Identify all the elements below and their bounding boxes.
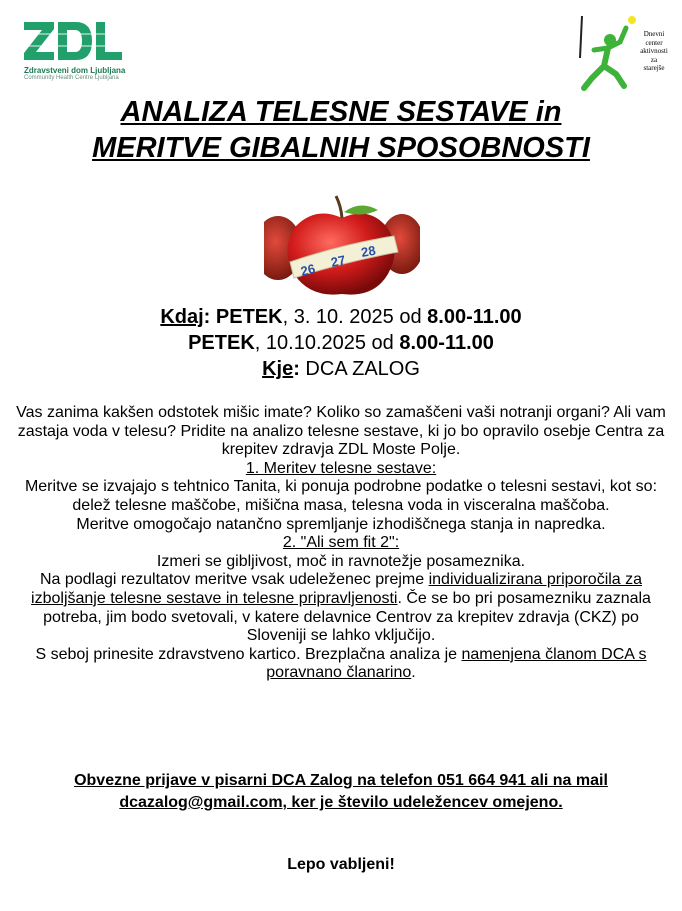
dca-logo bbox=[574, 12, 674, 92]
location-line: Kje: DCA ZALOG bbox=[262, 358, 420, 380]
zdl-logo bbox=[22, 16, 132, 84]
tape-number: 26 bbox=[299, 260, 317, 279]
health-card-note: S seboj prinesite zdravstveno kartico. Brezplačna analiza je namenjena članom DCA s poravnano članarino. bbox=[35, 645, 647, 682]
section2-text: Izmeri se gibljivost, moč in ravnotežje posameznika. bbox=[156, 552, 526, 570]
date-line-1: Kdaj: PETEK, 3. 10. 2025 od 8.00-11.00 bbox=[160, 306, 522, 328]
section1-heading: 1. Meritev telesne sestave: bbox=[245, 459, 437, 477]
tape-number: 27 bbox=[329, 252, 347, 270]
dca-text: Dnevni center aktivnosti za starejše bbox=[640, 30, 668, 72]
body-text bbox=[14, 404, 668, 683]
section1-text: Meritve omogočajo natančno spremljanje izhodiščnega stanja in napredka. bbox=[76, 515, 606, 533]
section2-heading: 2. "Ali sem fit 2": bbox=[282, 534, 400, 552]
signup-notice: Obvezne prijave v pisarni DCA Zalog na telefon 051 664 941 ali na mail dcazalog@gmail.com, ker je število udeležencev omejeno. bbox=[74, 772, 608, 811]
zdl-name: Zdravstveni dom Ljubljana bbox=[24, 66, 126, 75]
page-title: ANALIZA TELESNE SESTAVE in MERITVE GIBALNIH SPOSOBNOSTI bbox=[92, 96, 590, 164]
apple-measuring-tape-icon bbox=[264, 192, 420, 304]
closing-text: Lepo vabljeni! bbox=[287, 856, 395, 873]
active-senior-figure-icon bbox=[574, 12, 636, 92]
intro-paragraph: Vas zanima kakšen odstotek mišic imate? Koliko so zamaščeni vaši notranji organi? Ali vam zastaja voda v telesu? Pridite na analizo telesne sestave, ki jo bo opravilo osebje Centra za krepitev zdravja ZDL Moste Polje. bbox=[16, 404, 666, 459]
event-schedule bbox=[0, 304, 682, 382]
tape-number: 28 bbox=[359, 242, 377, 260]
date-line-2: PETEK, 10.10.2025 od 8.00-11.00 bbox=[188, 332, 494, 354]
zdl-letters-icon bbox=[22, 16, 126, 64]
zdl-subtitle: Community Health Centre Ljubljana bbox=[24, 75, 119, 81]
section2-recommendations: Na podlagi rezultatov meritve vsak udeleženec prejme individualizirana priporočila za izboljšanje telesne sestave in telesne pripravljenosti. Če se bo pri posamezniku zaznala potreba, jim bodo svetovali, v katere delavnice Centrov za krepitev zdravja (CKZ) po Sloveniji se lahko vključijo. bbox=[31, 571, 651, 645]
section1-text: Meritve se izvajajo s tehtnico Tanita, ki ponuja podrobne podatke o telesni sestavi, kot so: delež telesne maščobe, mišična masa, telesna voda in visceralna maščoba. bbox=[24, 478, 658, 514]
